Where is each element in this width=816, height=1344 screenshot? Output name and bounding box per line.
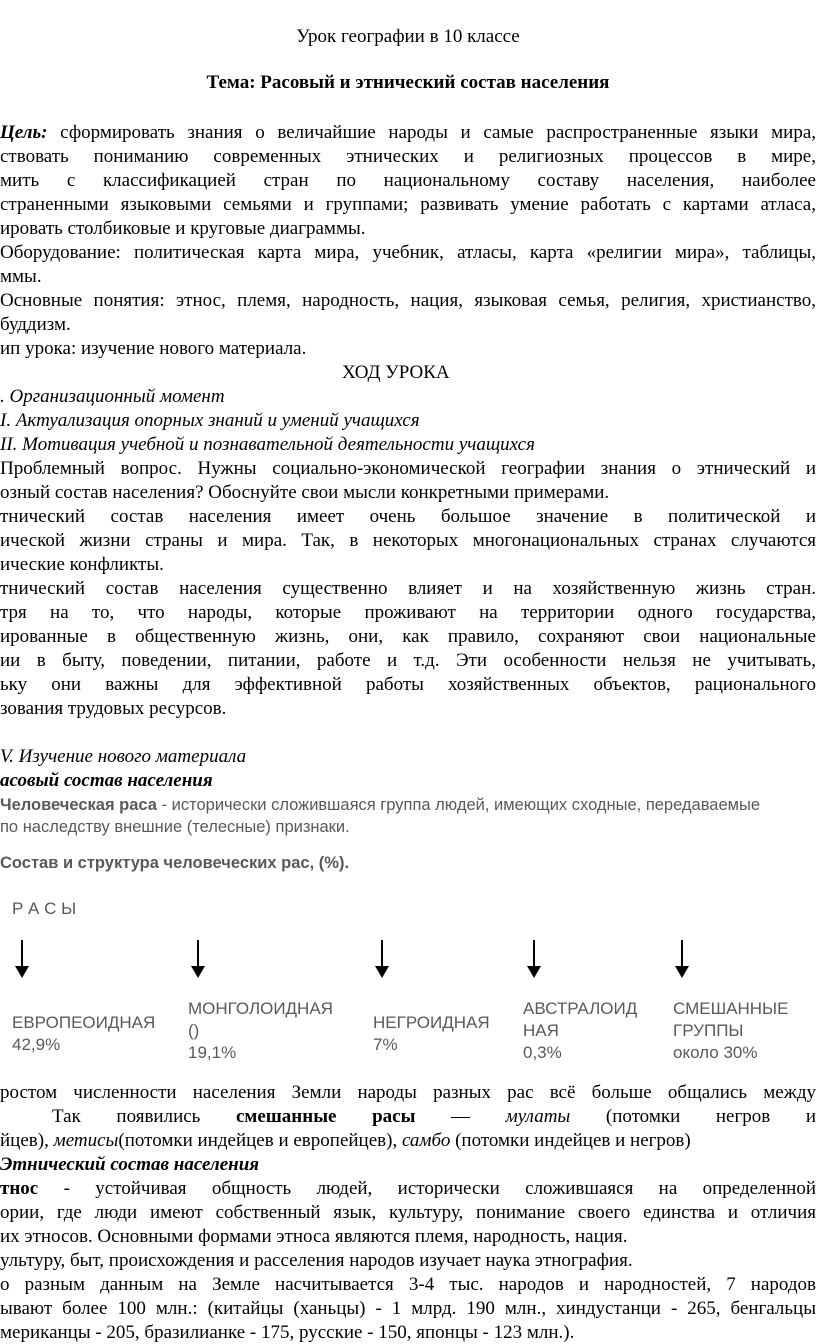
arrow-down-icon [670,940,694,980]
para2-line-3: ированные в общественную жизнь, они, как правило, сохраняют свои национальные [0,626,816,647]
arrow-down-icon [186,940,210,980]
para2-line-6: зования трудовых ресурсов. [0,698,227,719]
ethnic-line-4: ультуру, быт, происхождения и расселения народов изучает наука этнография. [0,1250,633,1271]
ethnos-term: тнос [0,1178,39,1199]
ethnic-heading: Этнический состав населения [0,1154,260,1175]
ethnic-line-1: тнос - устойчивая общность людей, исторически сложившаяся на определенной [0,1178,816,1199]
goal-line-2: ствовать пониманию современных этнических и религиозных процессов в мире, [0,146,816,167]
races-root-label: Р А С Ы [12,899,77,918]
race-heading: асовый состав населения [0,770,213,791]
para2-line-2: тря на то, что народы, которые проживают на территории одного государства, [0,602,816,623]
ethnic-line-6: ывают более 100 млн.: (китайцы (ханьцы) - 1 млрд. 190 млн., хиндустанци - 265, бенгальцы [0,1298,816,1319]
equipment-line-1: Оборудование: политическая карта мира, учебник, атласы, карта «религии мира», таблицы, [0,242,816,263]
race-negroid: НЕГРОИДНАЯ 7% [373,1013,490,1054]
race-structure-title: Состав и структура человеческих рас, (%). [0,854,350,872]
ethnic-line-3: их этносов. Основными формами этноса являются племя, народность, нация. [0,1226,628,1247]
race-definition-line-2: по наследству внешние (телесные) признаки. [0,818,350,836]
stage-3: II. Мотивация учебной и познавательной деятельности учащихся [0,434,535,455]
para2-line-1: тнический состав населения существенно влияет и на хозяйственную жизнь стран. [0,578,816,599]
goal-line-3: мить с классификацией стран по национальному составу населения, наиболее [0,170,816,191]
goal-line-1: Цель: сформировать знания о величайшие народы и самые распространенные языки мира, [0,122,816,143]
progress-title: ХОД УРОКА [342,362,450,383]
para1-line-3: ические конфликты. [0,554,164,575]
concepts-line-1: Основные понятия: этнос, племя, народность, нация, языковая семья, религия, христианство, [0,290,816,311]
para1-line-1: тнический состав населения имеет очень большое значение в политической и [0,506,816,527]
mixed-line-1: ростом численности населения Земли народы разных рас всё больше общались между [0,1082,816,1103]
race-mongoloid: МОНГОЛОИДНАЯ () 19,1% [188,999,333,1062]
goal-line-4: страненными языковыми семьями и группами; развивать умение работать с картами атласа, [0,194,816,215]
mixed-line-2: Так появились смешанные расы — мулаты (потомки негров и [52,1106,816,1127]
race-mixed-groups: СМЕШАННЫЕ ГРУППЫ около 30% [673,999,789,1062]
stage-1: . Организационный момент [0,386,225,407]
para2-line-4: ии в быту, поведении, питании, работе и т.д. Эти особенности нельзя не учитывать, [0,650,816,671]
goal-label: Цель: [0,122,48,143]
ethnic-line-2: ории, где люди имеют собственный язык, культуру, понимание своего единства и отличия [0,1202,816,1223]
mixed-line-3: йцев), метисы(потомки индейцев и европейцев), самбо (потомки индейцев и негров) [0,1130,691,1151]
arrow-down-icon [370,940,394,980]
arrow-down-icon [10,940,34,980]
lesson-title: Урок географии в 10 классе [296,26,520,47]
para2-line-5: ьку они важны для эффективной работы хозяйственных объектов, рационального [0,674,816,695]
stage-2: I. Актуализация опорных знаний и умений учащихся [0,410,420,431]
race-term: Человеческая раса [0,796,157,814]
problem-line-1: Проблемный вопрос. Нужны социально-экономической географии знания о этнический и [0,458,816,479]
ethnic-line-7: мериканцы - 205, бразилианке - 175, русские - 150, японцы - 123 млн.). [0,1322,575,1343]
problem-line-2: озный состав населения? Обоснуйте свои мысли конкретными примерами. [0,482,610,503]
concepts-line-2: буддизм. [0,314,71,335]
lesson-type: ип урока: изучение нового материала. [0,338,307,359]
equipment-line-2: ммы. [0,266,42,287]
ethnic-line-5: о разным данным на Земле насчитывается 3-4 тыс. народов и народностей, 7 народов [0,1274,816,1295]
para1-line-2: ической жизни страны и мира. Так, в некоторых многонациональных странах случаются [0,530,816,551]
stage-4: V. Изучение нового материала [0,746,247,767]
goal-line-5: ировать столбиковые и круговые диаграммы. [0,218,366,239]
arrow-down-icon [522,940,546,980]
race-definition-line-1: Человеческая раса - исторически сложившаяся группа людей, имеющих сходные, передаваемые [0,796,761,814]
race-europeoid: ЕВРОПЕОИДНАЯ 42,9% [12,1013,156,1054]
race-australoid: АВСТРАЛОИД НАЯ 0,3% [523,999,638,1062]
lesson-topic: Тема: Расовый и этнический состав населения [206,72,610,93]
